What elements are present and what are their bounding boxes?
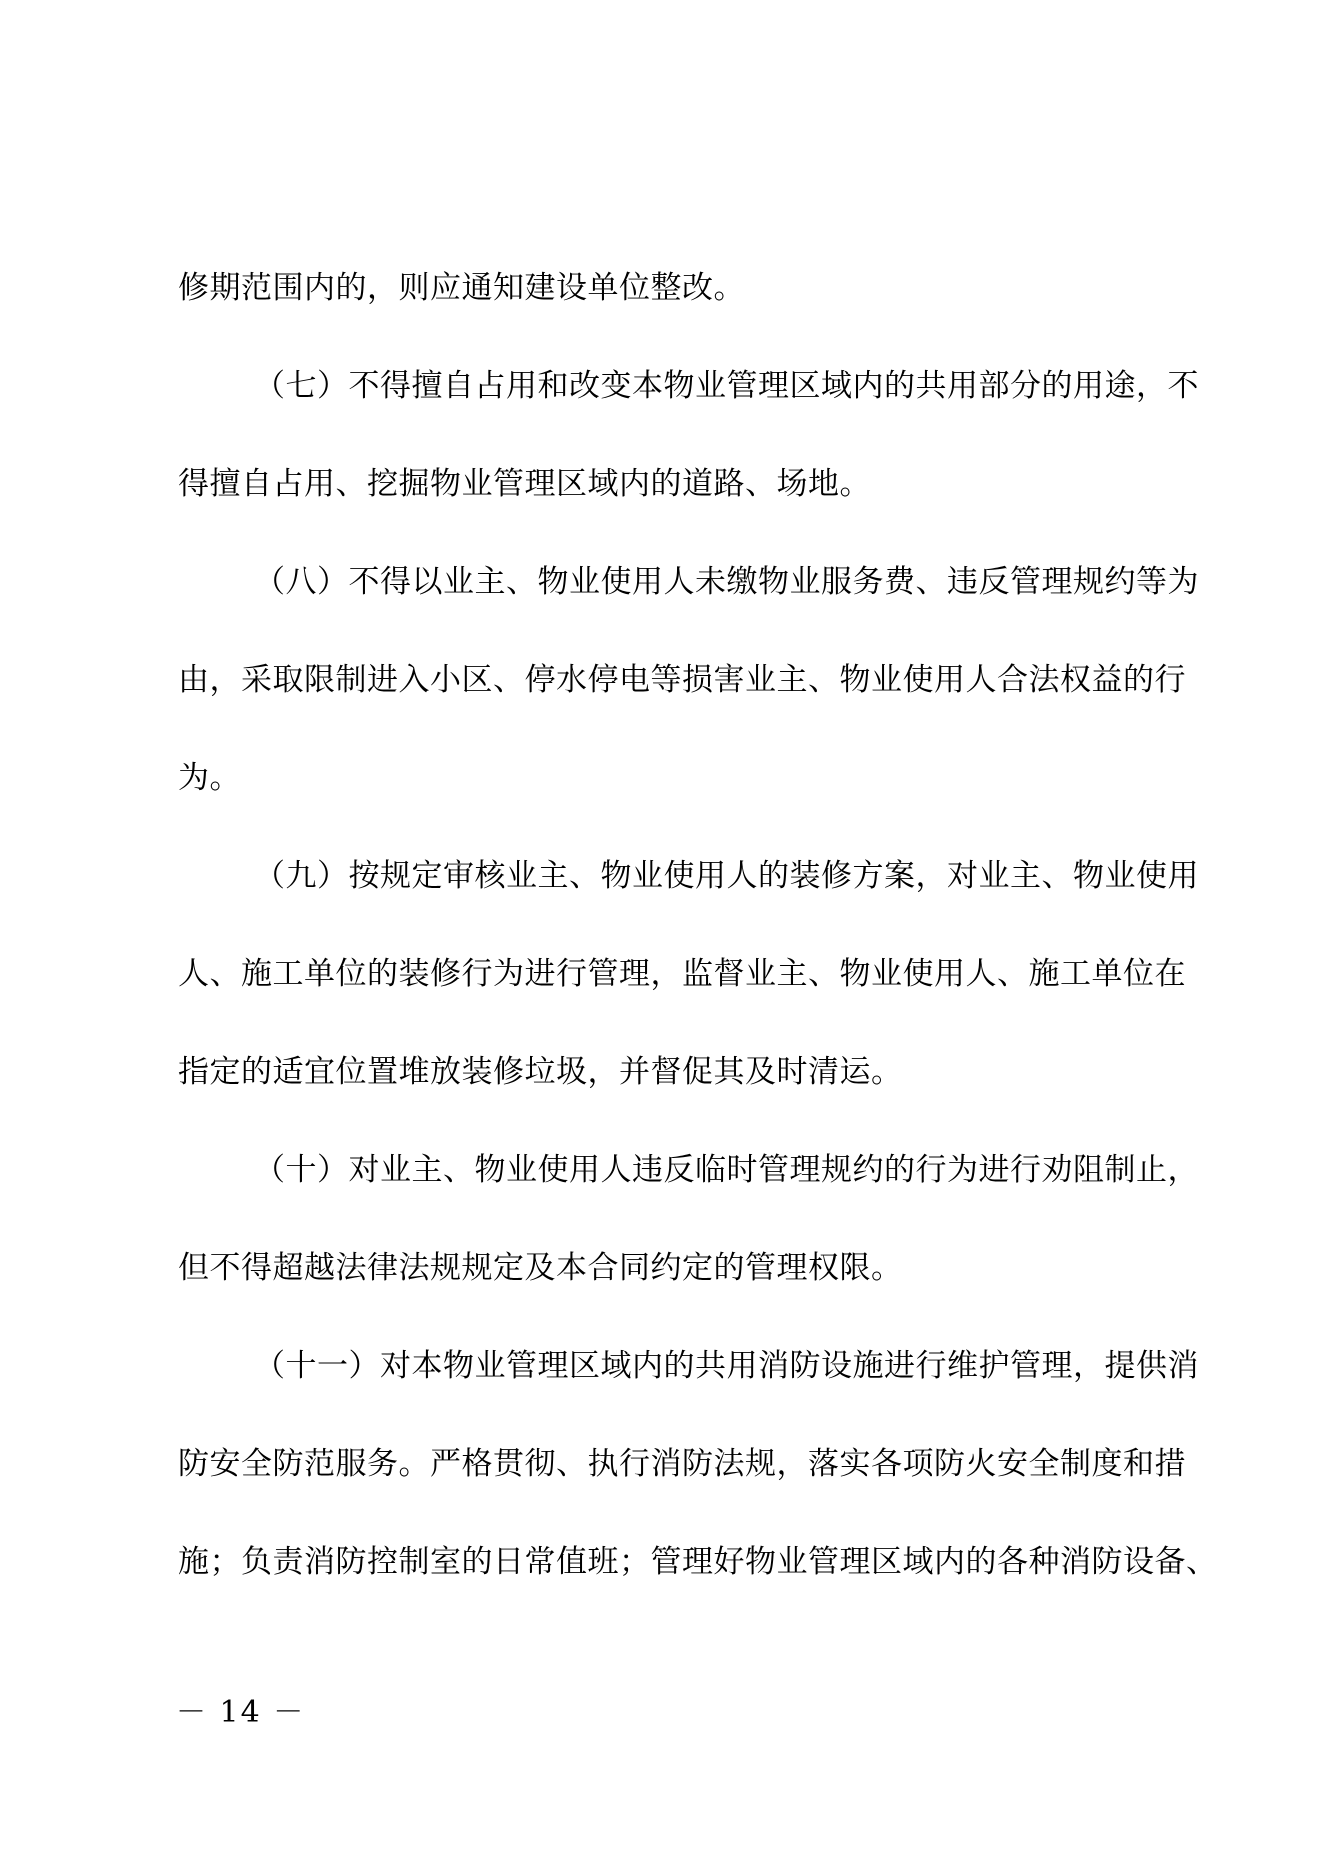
- clause-11-line-2: 防安全防范服务。严格贯彻、执行消防法规，落实各项防火安全制度和措: [178, 1446, 1186, 1482]
- clause-7-line-1: （七）不得擅自占用和改变本物业管理区域内的共用部分的用途，不: [254, 368, 1199, 404]
- clause-10-line-2: 但不得超越法律法规规定及本合同约定的管理权限。: [178, 1250, 903, 1286]
- clause-7-line-2: 得擅自占用、挖掘物业管理区域内的道路、场地。: [178, 466, 871, 502]
- clause-10-line-1: （十）对业主、物业使用人违反临时管理规约的行为进行劝阻制止，: [254, 1152, 1199, 1188]
- clause-9-line-2: 人、施工单位的装修行为进行管理，监督业主、物业使用人、施工单位在: [178, 956, 1186, 992]
- clause-9-line-1: （九）按规定审核业主、物业使用人的装修方案，对业主、物业使用: [254, 858, 1199, 894]
- clause-8-line-1: （八）不得以业主、物业使用人未缴物业服务费、违反管理规约等为: [254, 564, 1199, 600]
- text-line-1: 修期范围内的，则应通知建设单位整改。: [178, 270, 745, 306]
- clause-9-line-3: 指定的适宜位置堆放装修垃圾，并督促其及时清运。: [178, 1054, 903, 1090]
- clause-11-line-3: 施；负责消防控制室的日常值班；管理好物业管理区域内的各种消防设备、: [178, 1544, 1218, 1580]
- clause-8-line-3: 为。: [178, 760, 241, 796]
- clause-8-line-2: 由，采取限制进入小区、停水停电等损害业主、物业使用人合法权益的行: [178, 662, 1186, 698]
- clause-11-line-1: （十一）对本物业管理区域内的共用消防设施进行维护管理，提供消: [254, 1348, 1199, 1384]
- page-number: － 14 －: [176, 1695, 306, 1730]
